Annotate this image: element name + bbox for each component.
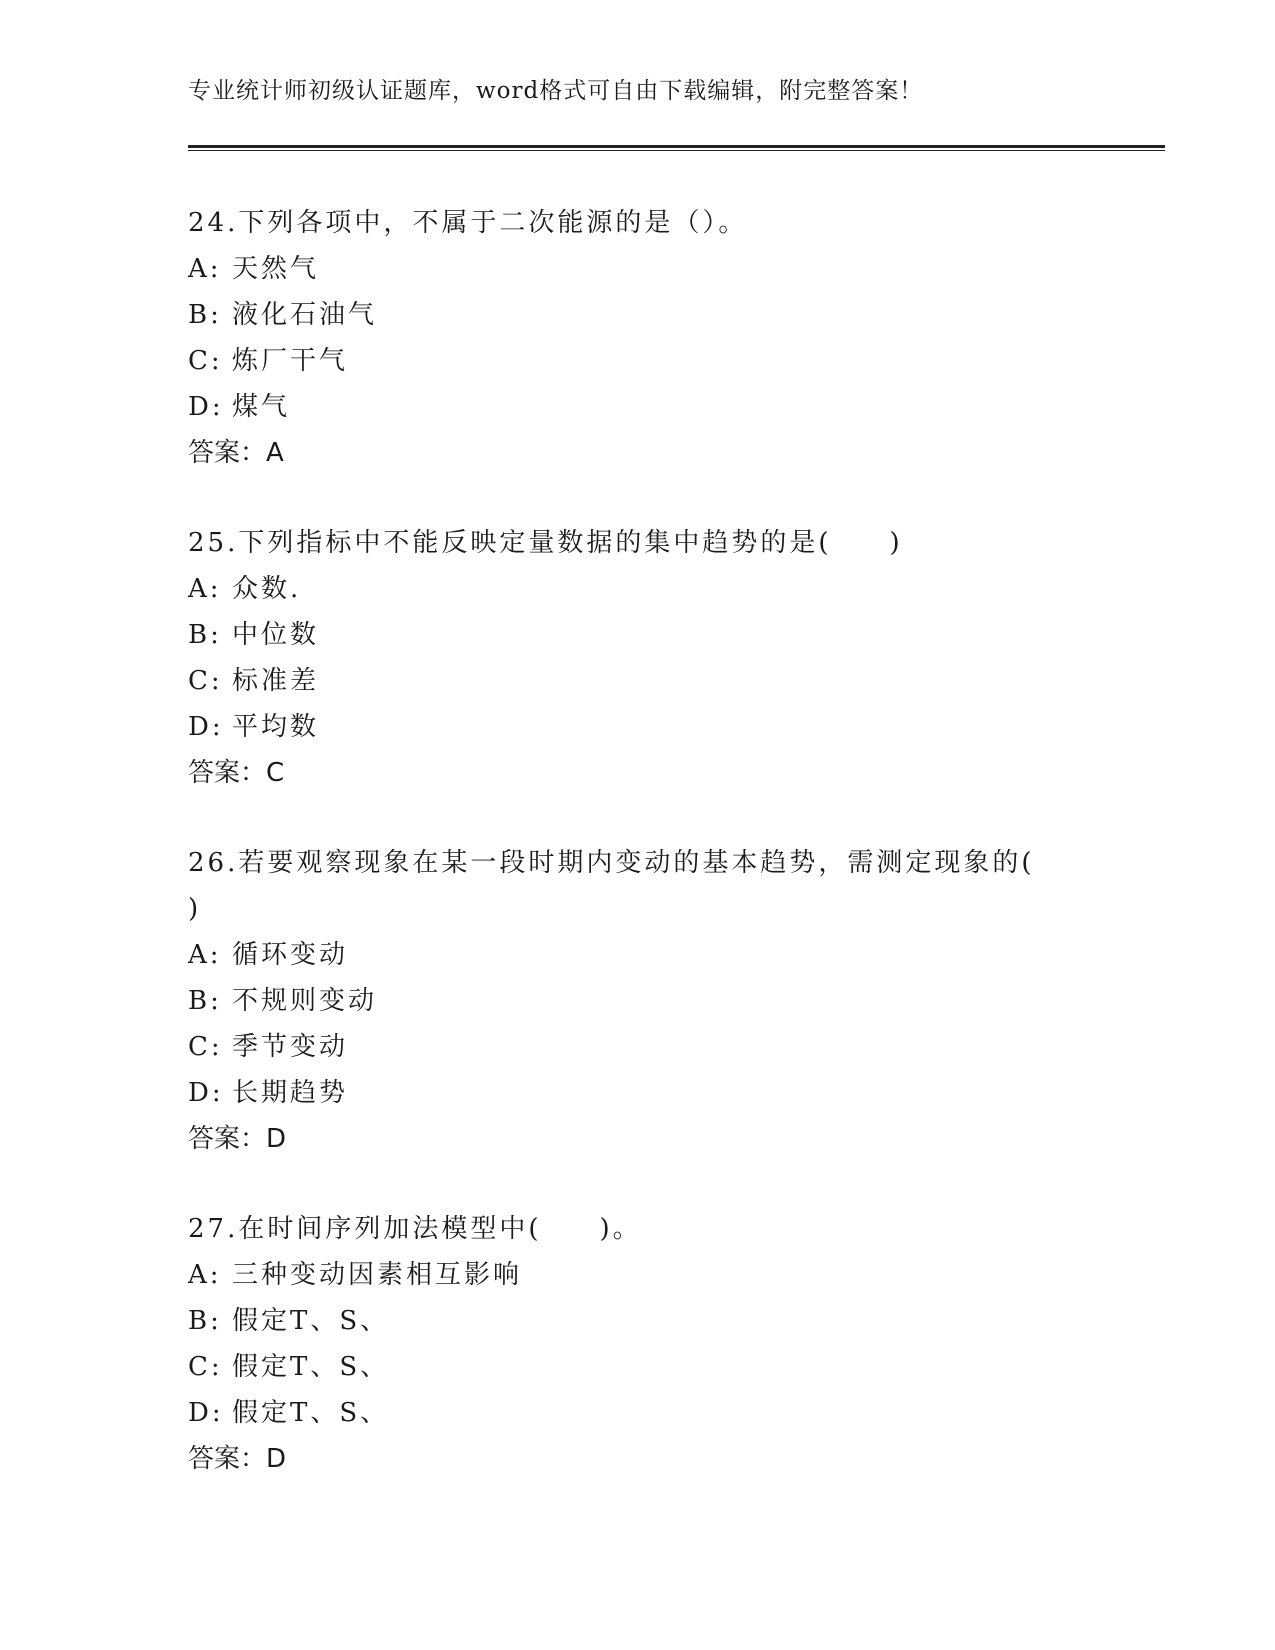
- answer-line: 答案：C: [188, 758, 285, 788]
- option-c: [188, 1344, 1088, 1390]
- option-letter: C:: [188, 346, 223, 376]
- question-24: [188, 200, 1088, 476]
- option-letter: C:: [188, 1352, 223, 1382]
- question-stem: 24.下列各项中，不属于二次能源的是（）。: [188, 208, 748, 238]
- option-c: [188, 658, 1088, 704]
- option-letter: D:: [188, 712, 224, 742]
- option-letter: A:: [188, 1260, 222, 1290]
- answer-line: 答案：D: [188, 1444, 287, 1474]
- option-d: [188, 1070, 1088, 1116]
- option-letter: C:: [188, 1032, 223, 1062]
- answer-line: 答案：D: [188, 1124, 287, 1154]
- question-26: [188, 840, 1088, 1162]
- option-b: [188, 292, 1088, 338]
- answer-line: 答案：A: [188, 438, 284, 468]
- option-text: 假定T、S、: [232, 1352, 390, 1382]
- option-letter: B:: [188, 986, 222, 1016]
- option-letter: B:: [188, 1306, 222, 1336]
- option-a: [188, 1252, 1088, 1298]
- option-text: 液化石油气: [232, 300, 378, 330]
- option-text: 季节变动: [232, 1032, 349, 1062]
- option-letter: B:: [188, 620, 222, 650]
- option-letter: B:: [188, 300, 222, 330]
- option-c: [188, 1024, 1088, 1070]
- option-letter: D:: [188, 1398, 224, 1428]
- option-text: 假定T、S、: [232, 1306, 390, 1336]
- option-letter: A:: [188, 940, 222, 970]
- option-text: 三种变动因素相互影响: [232, 1260, 523, 1290]
- question-stem-continuation: ): [188, 894, 199, 924]
- option-letter: C:: [188, 666, 223, 696]
- header-rule-thick: [188, 145, 1165, 148]
- option-b: [188, 978, 1088, 1024]
- option-b: [188, 612, 1088, 658]
- question-list: [188, 200, 1088, 1526]
- option-d: [188, 1390, 1088, 1436]
- document-header: 专业统计师初级认证题库，word格式可自由下载编辑，附完整答案！: [188, 78, 924, 104]
- option-letter: D:: [188, 1078, 224, 1108]
- question-stem: 27.在时间序列加法模型中( )。: [188, 1214, 642, 1244]
- option-letter: A:: [188, 254, 222, 284]
- option-letter: A:: [188, 574, 222, 604]
- question-stem: 26.若要观察现象在某一段时期内变动的基本趋势，需测定现象的(: [188, 848, 1035, 878]
- option-d: [188, 704, 1088, 750]
- question-stem: 25.下列指标中不能反映定量数据的集中趋势的是( ): [188, 528, 903, 558]
- option-c: [188, 338, 1088, 384]
- option-text: 标准差: [232, 666, 320, 696]
- option-letter: D:: [188, 392, 224, 422]
- option-text: 炼厂干气: [232, 346, 349, 376]
- option-text: 中位数: [232, 620, 320, 650]
- option-text: 煤气: [232, 392, 291, 422]
- header-rule-thin: [188, 150, 1165, 151]
- option-text: 众数.: [232, 574, 302, 604]
- option-a: [188, 246, 1088, 292]
- question-27: [188, 1206, 1088, 1482]
- option-b: [188, 1298, 1088, 1344]
- option-text: 平均数: [232, 712, 320, 742]
- option-text: 假定T、S、: [232, 1398, 390, 1428]
- option-a: [188, 932, 1088, 978]
- option-d: [188, 384, 1088, 430]
- option-text: 不规则变动: [232, 986, 378, 1016]
- option-text: 天然气: [232, 254, 320, 284]
- option-a: [188, 566, 1088, 612]
- option-text: 长期趋势: [232, 1078, 349, 1108]
- option-text: 循环变动: [232, 940, 349, 970]
- question-25: [188, 520, 1088, 796]
